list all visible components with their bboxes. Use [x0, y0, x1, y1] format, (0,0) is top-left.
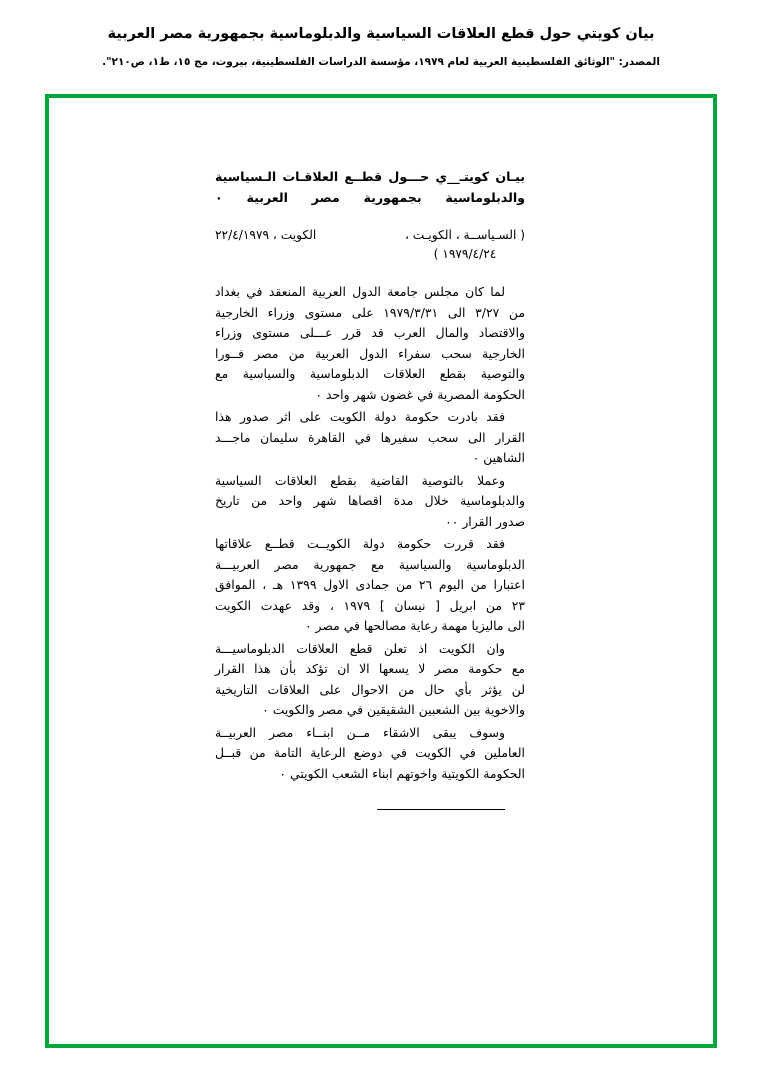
- paragraph-5-line-2: مع حكومة مصر لا يسعها الا ان تؤكد بأن هذا القرار: [215, 661, 525, 676]
- paragraph-4-line-4: ٢٣ من ابريل [ نيسان ] ١٩٧٩ ، وقد عهدت الكويت: [215, 597, 525, 613]
- paragraph-5-line-3: لن يؤثر بأي حال من الاحوال على العلاقات التاريخية: [215, 681, 525, 697]
- paragraph-5-line-4: والاخوية بين الشعبين الشقيقين في مصر والكويت ٠: [262, 702, 525, 717]
- paragraph-6: [215, 723, 525, 785]
- paragraph-1-line-2: من ٣/٢٧ الى ١٩٧٩/٣/٣١ على مستوى وزراء الخارجية: [215, 304, 525, 320]
- source-line: المصدر: "الوثائق الفلسطينية العربية لعام ١٩٧٩، مؤسسة الدراسات الفلسطينية، بيروت، مج ١٥، ط١، ص٢١٠".: [102, 56, 660, 68]
- source-reference: [405, 226, 525, 264]
- paragraph-4-line-5: الى ماليزيا مهمة رعاية مصالحها في مصر ٠: [304, 618, 525, 633]
- paragraph-4-line-3: اعتبارا من اليوم ٢٦ من جمادى الاول ١٣٩٩ هـ ، الموافق: [215, 577, 525, 592]
- paragraph-1: [215, 282, 525, 405]
- paragraph-6-line-3: الحكومة الكويتية واخوتهم ابناء الشعب الكويتي ٠: [279, 765, 525, 781]
- headline-line-2: والدبلوماسية بجمهورية مصر العربية ٠: [215, 190, 525, 205]
- dateline-block: [215, 226, 525, 264]
- page-header: [0, 0, 762, 68]
- green-border-frame: [45, 94, 717, 1048]
- page-title: بيان كويتي حول قطع العلاقات السياسية والدبلوماسية بجمهورية مصر العربية: [107, 26, 655, 42]
- paragraph-2: [215, 407, 525, 469]
- paragraph-1-line-5: والتوصية بقطع العلاقات الدبلوماسية والسياسية مع: [215, 366, 525, 381]
- place-and-date: الكويت ، ٢٢/٤/١٩٧٩: [215, 228, 317, 242]
- paragraph-4-line-2: الدبلوماسية والسياسية مع جمهورية مصر العربيـــة: [215, 556, 525, 572]
- paragraph-1-line-1: لما كان مجلس جامعة الدول العربية المنعقد في بغداد: [215, 284, 505, 299]
- end-of-document-rule: [377, 809, 505, 810]
- paragraph-3: [215, 471, 525, 533]
- source-reference-line-2: ١٩٧٩/٤/٢٤ ): [433, 247, 497, 261]
- paragraph-2-line-1: فقد بادرت حكومة دولة الكويت على اثر صدور هذا: [215, 409, 505, 424]
- paragraph-2-line-2: القرار الى سحب سفيرها في القاهرة سليمان ماجـــد: [215, 429, 525, 445]
- paragraph-3-line-2: والدبلوماسية خلال مدة اقصاها شهر واحد من تاريخ: [215, 493, 525, 508]
- paragraph-1-line-3: والاقتصاد والمال العرب قد قرر عـــلى مستوى وزراء: [215, 325, 525, 340]
- document-body: [215, 166, 525, 786]
- paragraph-2-line-3: الشاهين ٠: [472, 450, 525, 465]
- paragraph-4: [215, 534, 525, 637]
- document-headline: [215, 166, 525, 208]
- paragraph-5: [215, 639, 525, 721]
- paragraph-1-line-4: الخارجية سحب سفراء الدول العربية من مصر فــورا: [215, 345, 525, 361]
- paragraph-3-line-1: وعملا بالتوصية القاضية بقطع العلاقات السياسية: [215, 472, 505, 488]
- headline-line-1: بيـان كويتـ__ي حـــول قطــع العلاقـات الـسياسية: [215, 169, 525, 184]
- paragraph-1-line-6: الحكومة المصرية في غضون شهر واحد ٠: [315, 386, 525, 402]
- paragraph-6-line-1: وسوف يبقى الاشقاء مــن ابنــاء مصر العربيــة: [215, 724, 505, 740]
- source-reference-line-1: ( السـياســة ، الكويـت ،: [405, 228, 525, 242]
- paragraph-4-line-1: فقد قررت حكومة دولة الكويــت قطــع علاقاتها: [215, 536, 505, 551]
- paragraph-6-line-2: العاملين في الكويت في دوضع الرعاية التامة من قبــل: [215, 745, 525, 760]
- paragraph-3-line-3: صدور القرار ٠٠: [445, 513, 525, 529]
- paragraph-5-line-1: وان الكويت اذ تعلن قطع العلاقات الدبلوماسيـــة: [215, 640, 505, 656]
